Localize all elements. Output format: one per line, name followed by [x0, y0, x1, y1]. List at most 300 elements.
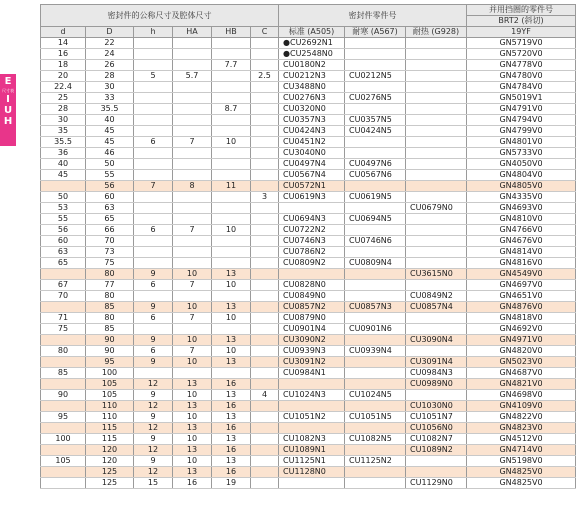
cell-standard: CU3040N0: [279, 148, 345, 159]
cell-hb: 13: [212, 456, 251, 467]
cell-standard: [279, 203, 345, 214]
cell-D: 125: [86, 467, 134, 478]
cell-d: 90: [41, 390, 86, 401]
cell-cold: CU1082N5: [345, 434, 406, 445]
cell-backup: GN4780V0: [467, 71, 576, 82]
cell-ha: [173, 192, 212, 203]
cell-cold: [345, 445, 406, 456]
table-row: [41, 434, 576, 445]
cell-hb: [212, 71, 251, 82]
cell-ha: 8: [173, 181, 212, 192]
cell-heat: [406, 60, 467, 71]
cell-hb: 13: [212, 412, 251, 423]
cell-backup: GN4549V0: [467, 269, 576, 280]
cell-backup: GN4823V0: [467, 423, 576, 434]
cell-cold: [345, 181, 406, 192]
cell-backup: GN4692V0: [467, 324, 576, 335]
cell-heat: [406, 49, 467, 60]
cell-D: 110: [86, 401, 134, 412]
cell-d: 45: [41, 170, 86, 181]
cell-h: [134, 115, 173, 126]
cell-cold: [345, 60, 406, 71]
cell-standard: CU0424N3: [279, 126, 345, 137]
cell-c: [251, 456, 279, 467]
cell-standard: [279, 478, 345, 489]
cell-ha: 13: [173, 445, 212, 456]
header-backup-ring: 并用挡圈的零件号: [467, 5, 576, 16]
cell-hb: [212, 38, 251, 49]
cell-heat: [406, 159, 467, 170]
cell-ha: 7: [173, 313, 212, 324]
table-row: [41, 93, 576, 104]
cell-cold: [345, 379, 406, 390]
cell-hb: 11: [212, 181, 251, 192]
cell-d: 80: [41, 346, 86, 357]
cell-hb: 10: [212, 313, 251, 324]
cell-backup: GN4818V0: [467, 313, 576, 324]
cell-ha: [173, 170, 212, 181]
cell-ha: [173, 203, 212, 214]
cell-h: 9: [134, 335, 173, 346]
cell-backup: GN4651V0: [467, 291, 576, 302]
cell-D: 110: [86, 412, 134, 423]
cell-backup: GN4687V0: [467, 368, 576, 379]
cell-d: 60: [41, 236, 86, 247]
cell-hb: 16: [212, 401, 251, 412]
cell-ha: [173, 93, 212, 104]
cell-cold: [345, 225, 406, 236]
cell-heat: [406, 467, 467, 478]
cell-c: [251, 280, 279, 291]
cell-ha: 7: [173, 225, 212, 236]
cell-standard: CU1089N1: [279, 445, 345, 456]
cell-h: 9: [134, 390, 173, 401]
cell-backup: GN5023V0: [467, 357, 576, 368]
cell-ha: 10: [173, 456, 212, 467]
table-row: [41, 192, 576, 203]
cell-hb: 16: [212, 423, 251, 434]
cell-heat: [406, 324, 467, 335]
cell-backup: GN4791V0: [467, 104, 576, 115]
cell-cold: CU0212N5: [345, 71, 406, 82]
cell-d: 35.5: [41, 137, 86, 148]
cell-h: [134, 82, 173, 93]
cell-hb: [212, 203, 251, 214]
cell-d: 50: [41, 192, 86, 203]
cell-cold: CU0694N5: [345, 214, 406, 225]
cell-cold: CU0424N5: [345, 126, 406, 137]
cell-c: [251, 467, 279, 478]
cell-d: [41, 467, 86, 478]
table-row: [41, 247, 576, 258]
cell-c: [251, 126, 279, 137]
cell-heat: [406, 258, 467, 269]
cell-standard: [279, 401, 345, 412]
cell-d: 105: [41, 456, 86, 467]
cell-h: [134, 104, 173, 115]
cell-d: 67: [41, 280, 86, 291]
cell-ha: [173, 82, 212, 93]
cell-c: [251, 115, 279, 126]
cell-backup: GN4714V0: [467, 445, 576, 456]
table-row: [41, 71, 576, 82]
table-row: [41, 390, 576, 401]
cell-d: [41, 269, 86, 280]
cell-h: [134, 38, 173, 49]
cell-d: 95: [41, 412, 86, 423]
cell-ha: 5.7: [173, 71, 212, 82]
cell-backup: GN5719V0: [467, 38, 576, 49]
cell-backup: GN4820V0: [467, 346, 576, 357]
cell-c: [251, 401, 279, 412]
cell-heat: CU0849N2: [406, 291, 467, 302]
cell-c: 3: [251, 192, 279, 203]
cell-heat: [406, 148, 467, 159]
cell-backup: GN5019V1: [467, 93, 576, 104]
cell-h: 9: [134, 269, 173, 280]
header-HA: HA: [173, 27, 212, 38]
cell-hb: 13: [212, 390, 251, 401]
table-row: [41, 346, 576, 357]
cell-ha: [173, 38, 212, 49]
cell-h: 9: [134, 456, 173, 467]
cell-D: 115: [86, 434, 134, 445]
cell-backup: GN5198V0: [467, 456, 576, 467]
cell-cold: CU0939N4: [345, 346, 406, 357]
cell-D: 80: [86, 313, 134, 324]
cell-backup: GN4821V0: [467, 379, 576, 390]
cell-c: [251, 82, 279, 93]
cell-standard: CU3488N0: [279, 82, 345, 93]
cell-standard: CU0901N4: [279, 324, 345, 335]
cell-D: 28: [86, 71, 134, 82]
cell-cold: CU0497N6: [345, 159, 406, 170]
cell-hb: 10: [212, 280, 251, 291]
cell-hb: 8.7: [212, 104, 251, 115]
cell-hb: 10: [212, 225, 251, 236]
cell-D: 56: [86, 181, 134, 192]
cell-D: 35.5: [86, 104, 134, 115]
cell-d: 35: [41, 126, 86, 137]
cell-c: [251, 302, 279, 313]
cell-c: [251, 423, 279, 434]
cell-c: [251, 38, 279, 49]
cell-hb: 13: [212, 269, 251, 280]
cell-heat: [406, 126, 467, 137]
cell-d: [41, 423, 86, 434]
cell-D: 85: [86, 302, 134, 313]
cell-heat: [406, 456, 467, 467]
cell-h: 12: [134, 423, 173, 434]
cell-D: 70: [86, 236, 134, 247]
cell-ha: 10: [173, 357, 212, 368]
cell-hb: [212, 247, 251, 258]
cell-h: [134, 368, 173, 379]
table-body: [41, 38, 576, 489]
cell-D: 55: [86, 170, 134, 181]
cell-ha: 13: [173, 467, 212, 478]
cell-D: 66: [86, 225, 134, 236]
cell-standard: CU0849N0: [279, 291, 345, 302]
cell-h: 6: [134, 346, 173, 357]
section-tab: [0, 74, 16, 146]
cell-D: 100: [86, 368, 134, 379]
cell-cold: [345, 280, 406, 291]
cell-standard: CU0357N3: [279, 115, 345, 126]
table-row: [41, 478, 576, 489]
section-tab-letter-i: I: [6, 94, 10, 105]
table-row: [41, 423, 576, 434]
cell-D: 125: [86, 478, 134, 489]
header-D: D: [86, 27, 134, 38]
header-backup-type: BRT2 (斜切): [467, 16, 576, 27]
cell-heat: CU0984N3: [406, 368, 467, 379]
cell-h: 12: [134, 401, 173, 412]
cell-hb: 13: [212, 434, 251, 445]
cell-D: 30: [86, 82, 134, 93]
cell-D: 80: [86, 291, 134, 302]
cell-ha: 7: [173, 346, 212, 357]
cell-backup: GN5720V0: [467, 49, 576, 60]
section-tab-letter: E: [4, 76, 12, 87]
cell-heat: [406, 38, 467, 49]
table-row: [41, 302, 576, 313]
cell-backup: GN4050V0: [467, 159, 576, 170]
cell-hb: [212, 49, 251, 60]
cell-h: 9: [134, 357, 173, 368]
cell-cold: [345, 368, 406, 379]
cell-cold: [345, 313, 406, 324]
cell-hb: [212, 368, 251, 379]
cell-c: [251, 181, 279, 192]
cell-standard: CU0320N0: [279, 104, 345, 115]
table-row: [41, 126, 576, 137]
cell-standard: CU0180N2: [279, 60, 345, 71]
cell-hb: 16: [212, 379, 251, 390]
cell-heat: CU1056N0: [406, 423, 467, 434]
cell-cold: CU0276N5: [345, 93, 406, 104]
cell-hb: 16: [212, 445, 251, 456]
table-row: [41, 456, 576, 467]
table-row: [41, 357, 576, 368]
cell-backup: GN4825V0: [467, 478, 576, 489]
cell-d: 18: [41, 60, 86, 71]
cell-d: 63: [41, 247, 86, 258]
cell-backup: GN4697V0: [467, 280, 576, 291]
cell-standard: CU0276N3: [279, 93, 345, 104]
cell-h: [134, 192, 173, 203]
cell-heat: [406, 390, 467, 401]
cell-standard: CU0786N2: [279, 247, 345, 258]
section-tab-letter-h: H: [3, 116, 13, 127]
cell-c: 4: [251, 390, 279, 401]
cell-standard: CU1051N2: [279, 412, 345, 423]
cell-d: 70: [41, 291, 86, 302]
cell-ha: 7: [173, 137, 212, 148]
cell-cold: CU0357N5: [345, 115, 406, 126]
cell-standard: CU0694N3: [279, 214, 345, 225]
cell-standard: CU1024N3: [279, 390, 345, 401]
cell-cold: CU1125N2: [345, 456, 406, 467]
cell-h: 9: [134, 302, 173, 313]
cell-ha: [173, 214, 212, 225]
table-row: [41, 368, 576, 379]
cell-standard: CU3091N2: [279, 357, 345, 368]
cell-d: 28: [41, 104, 86, 115]
cell-heat: [406, 104, 467, 115]
cell-backup: GN4810V0: [467, 214, 576, 225]
cell-backup: GN4804V0: [467, 170, 576, 181]
cell-c: [251, 478, 279, 489]
cell-heat: [406, 280, 467, 291]
cell-standard: CU3090N2: [279, 335, 345, 346]
cell-standard: [279, 423, 345, 434]
cell-D: 90: [86, 346, 134, 357]
cell-c: [251, 159, 279, 170]
cell-D: 22: [86, 38, 134, 49]
cell-ha: 10: [173, 335, 212, 346]
cell-cold: [345, 357, 406, 368]
cell-hb: 7.7: [212, 60, 251, 71]
cell-backup: GN4109V0: [467, 401, 576, 412]
cell-h: 12: [134, 445, 173, 456]
cell-standard: CU1082N3: [279, 434, 345, 445]
table-row: [41, 148, 576, 159]
cell-heat: CU1082N7: [406, 434, 467, 445]
cell-hb: 10: [212, 137, 251, 148]
cell-d: 56: [41, 225, 86, 236]
cell-D: 45: [86, 137, 134, 148]
cell-D: 63: [86, 203, 134, 214]
cell-backup: GN4971V0: [467, 335, 576, 346]
cell-cold: [345, 148, 406, 159]
cell-backup: GN4512V0: [467, 434, 576, 445]
cell-ha: 13: [173, 401, 212, 412]
cell-c: [251, 313, 279, 324]
cell-standard: [279, 269, 345, 280]
cell-cold: [345, 335, 406, 346]
cell-ha: [173, 148, 212, 159]
cell-standard: CU0984N1: [279, 368, 345, 379]
cell-hb: 16: [212, 467, 251, 478]
table-row: [41, 137, 576, 148]
cell-d: 85: [41, 368, 86, 379]
cell-ha: 10: [173, 412, 212, 423]
cell-d: [41, 379, 86, 390]
dimension-table-container: [40, 4, 575, 489]
cell-hb: [212, 126, 251, 137]
cell-h: [134, 126, 173, 137]
cell-D: 90: [86, 335, 134, 346]
cell-backup: GN4794V0: [467, 115, 576, 126]
cell-h: [134, 258, 173, 269]
cell-ha: [173, 291, 212, 302]
cell-cold: [345, 269, 406, 280]
cell-h: [134, 60, 173, 71]
cell-D: 26: [86, 60, 134, 71]
cell-standard: ●CU2548N0: [279, 49, 345, 60]
header-19yf: 19YF: [467, 27, 576, 38]
cell-ha: [173, 49, 212, 60]
cell-hb: 10: [212, 346, 251, 357]
cell-d: [41, 302, 86, 313]
table-row: [41, 280, 576, 291]
cell-ha: 10: [173, 434, 212, 445]
cell-d: 20: [41, 71, 86, 82]
table-row: [41, 412, 576, 423]
cell-hb: 13: [212, 357, 251, 368]
table-row: [41, 401, 576, 412]
cell-backup: GN4693V0: [467, 203, 576, 214]
cell-D: 73: [86, 247, 134, 258]
cell-d: 100: [41, 434, 86, 445]
cell-heat: [406, 181, 467, 192]
cell-D: 105: [86, 390, 134, 401]
cell-c: 2.5: [251, 71, 279, 82]
cell-D: 120: [86, 456, 134, 467]
cell-heat: [406, 313, 467, 324]
table-row: [41, 203, 576, 214]
cell-h: 6: [134, 137, 173, 148]
cell-c: [251, 203, 279, 214]
cell-standard: CU1125N1: [279, 456, 345, 467]
cell-c: [251, 225, 279, 236]
cell-backup: GN4825V0: [467, 467, 576, 478]
cell-c: [251, 170, 279, 181]
cell-hb: [212, 148, 251, 159]
cell-d: [41, 445, 86, 456]
cell-d: [41, 401, 86, 412]
table-row: [41, 269, 576, 280]
section-tab-caption: 尺寸表: [2, 88, 14, 93]
cell-heat: CU0679N0: [406, 203, 467, 214]
cell-d: 40: [41, 159, 86, 170]
table-row: [41, 324, 576, 335]
cell-d: [41, 478, 86, 489]
cell-hb: [212, 115, 251, 126]
cell-h: [134, 324, 173, 335]
cell-h: [134, 170, 173, 181]
cell-ha: 10: [173, 302, 212, 313]
cell-d: [41, 181, 86, 192]
cell-D: 85: [86, 324, 134, 335]
table-row: [41, 445, 576, 456]
cell-backup: GN5733V0: [467, 148, 576, 159]
cell-d: 16: [41, 49, 86, 60]
cell-cold: CU1051N5: [345, 412, 406, 423]
table-row: [41, 170, 576, 181]
table-row: [41, 82, 576, 93]
cell-standard: CU0451N2: [279, 137, 345, 148]
cell-ha: [173, 159, 212, 170]
cell-ha: 10: [173, 269, 212, 280]
cell-cold: CU0857N3: [345, 302, 406, 313]
cell-backup: GN4822V0: [467, 412, 576, 423]
cell-h: 12: [134, 379, 173, 390]
cell-heat: CU1129N0: [406, 478, 467, 489]
cell-ha: 13: [173, 423, 212, 434]
cell-h: 6: [134, 313, 173, 324]
cell-heat: [406, 93, 467, 104]
cell-cold: [345, 137, 406, 148]
cell-d: 71: [41, 313, 86, 324]
table-row: [41, 236, 576, 247]
cell-hb: [212, 236, 251, 247]
header-cold-a567: 耐寒 (A567): [345, 27, 406, 38]
cell-heat: [406, 71, 467, 82]
cell-ha: 10: [173, 390, 212, 401]
cell-backup: GN4801V0: [467, 137, 576, 148]
